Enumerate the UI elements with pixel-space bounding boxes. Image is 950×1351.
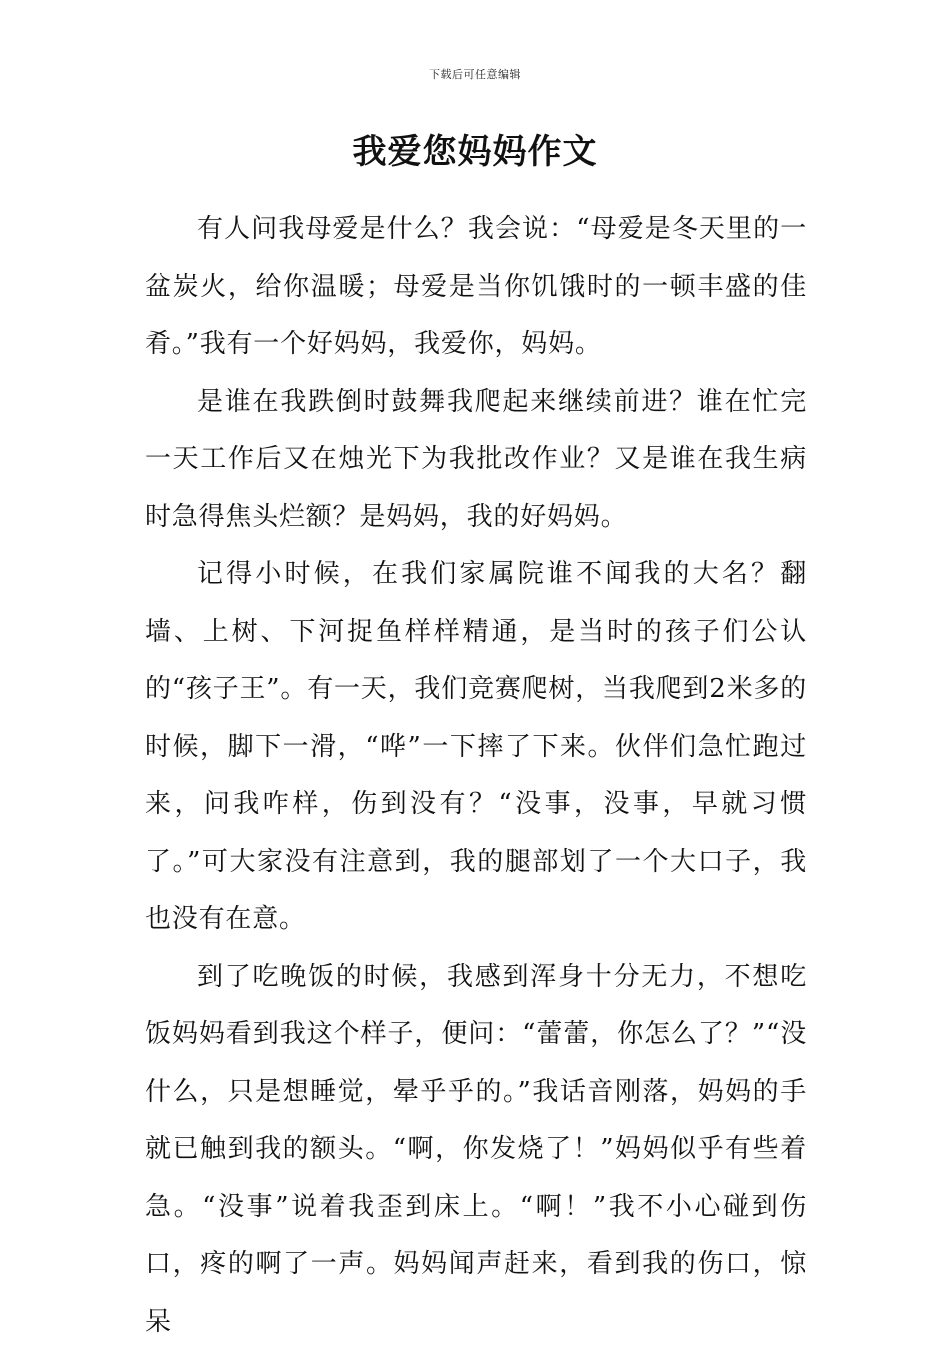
paragraph: 是谁在我跌倒时鼓舞我爬起来继续前进？谁在忙完一天工作后又在烛光下为我批改作业？又是谁在我生病时急得焦头烂额？是妈妈，我的好妈妈。 xyxy=(145,374,807,547)
page-header: 下载后可任意编辑 xyxy=(0,66,950,82)
document-title: 我爱您妈妈作文 xyxy=(0,128,950,176)
document-body xyxy=(145,201,807,1351)
paragraph: 记得小时候，在我们家属院谁不闻我的大名？翻墙、上树、下河捉鱼样样精通，是当时的孩子们公认的“孩子王”。有一天，我们竞赛爬树，当我爬到2米多的时候，脚下一滑，“哗”一下摔了下来。伙伴们急忙跑过来，问我咋样，伤到没有？“没事，没事，早就习惯了。”可大家没有注意到，我的腿部划了一个大口子，我也没有在意。 xyxy=(145,546,807,949)
paragraph: 到了吃晚饭的时候，我感到浑身十分无力，不想吃饭妈妈看到我这个样子，便问：“蕾蕾，你怎么了？”“没什么，只是想睡觉，晕乎乎的。”我话音刚落，妈妈的手就已触到我的额头。“啊，你发烧了！”妈妈似乎有些着急。“没事”说着我歪到床上。“啊！”我不小心碰到伤口，疼的啊了一声。妈妈闻声赶来，看到我的伤口，惊呆 xyxy=(145,949,807,1351)
paragraph: 有人问我母爱是什么？我会说：“母爱是冬天里的一盆炭火，给你温暖；母爱是当你饥饿时的一顿丰盛的佳肴。”我有一个好妈妈，我爱你，妈妈。 xyxy=(145,201,807,374)
